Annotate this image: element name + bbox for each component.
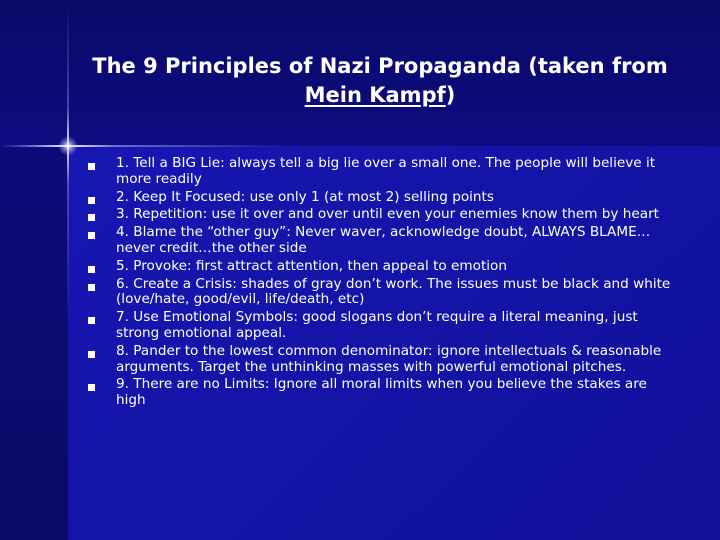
square-bullet-icon bbox=[88, 163, 95, 170]
list-item bbox=[88, 207, 678, 223]
list-item-text: 7. Use Emotional Symbols: good slogans don’t require a literal meaning, just strong emotional appeal. bbox=[116, 309, 638, 341]
principles-list bbox=[88, 156, 678, 411]
list-item bbox=[88, 377, 678, 409]
list-item-text: 9. There are no Limits: Ignore all moral limits when you believe the stakes are high bbox=[116, 376, 647, 409]
list-item bbox=[88, 277, 678, 309]
square-bullet-icon bbox=[88, 214, 95, 221]
square-bullet-icon bbox=[88, 384, 95, 391]
square-bullet-icon bbox=[88, 232, 95, 239]
list-item bbox=[88, 344, 678, 376]
square-bullet-icon bbox=[88, 317, 95, 324]
list-item-text: 5. Provoke: first attract attention, then appeal to emotion bbox=[116, 257, 507, 274]
list-item bbox=[88, 225, 678, 257]
square-bullet-icon bbox=[88, 266, 95, 273]
list-item-text: 1. Tell a BIG Lie: always tell a big lie over a small one. The people will believe it more readily bbox=[116, 155, 656, 187]
list-item-text: 4. Blame the “other guy”: Never waver, acknowledge doubt, ALWAYS BLAME…never credit…the other side bbox=[116, 224, 651, 256]
list-item bbox=[88, 259, 678, 275]
list-item bbox=[88, 156, 678, 188]
title-book-name: Mein Kampf bbox=[304, 83, 446, 107]
left-background-band bbox=[0, 146, 68, 540]
list-item bbox=[88, 190, 678, 206]
square-bullet-icon bbox=[88, 197, 95, 204]
list-item-text: 2. Keep It Focused: use only 1 (at most 2) selling points bbox=[116, 188, 494, 205]
list-item-text: 8. Pander to the lowest common denominator: ignore intellectuals & reasonable arguments. Target the unthinking masses with powerful emotional pitches. bbox=[116, 342, 662, 375]
list-item-text: 6. Create a Crisis: shades of gray don’t work. The issues must be black and white (love/hate, good/evil, life/death, etc) bbox=[116, 275, 671, 308]
horizontal-light-streak bbox=[0, 145, 720, 147]
square-bullet-icon bbox=[88, 284, 95, 291]
square-bullet-icon bbox=[88, 351, 95, 358]
list-item bbox=[88, 310, 678, 342]
title-close-paren: ) bbox=[445, 83, 456, 107]
vertical-light-streak bbox=[67, 0, 69, 540]
list-item-text: 3. Repetition: use it over and over until even your enemies know them by heart bbox=[116, 206, 659, 223]
slide-title bbox=[80, 52, 680, 110]
title-text: The 9 Principles of Nazi Propaganda (taken from bbox=[92, 54, 668, 78]
lens-flare-star bbox=[58, 136, 78, 156]
